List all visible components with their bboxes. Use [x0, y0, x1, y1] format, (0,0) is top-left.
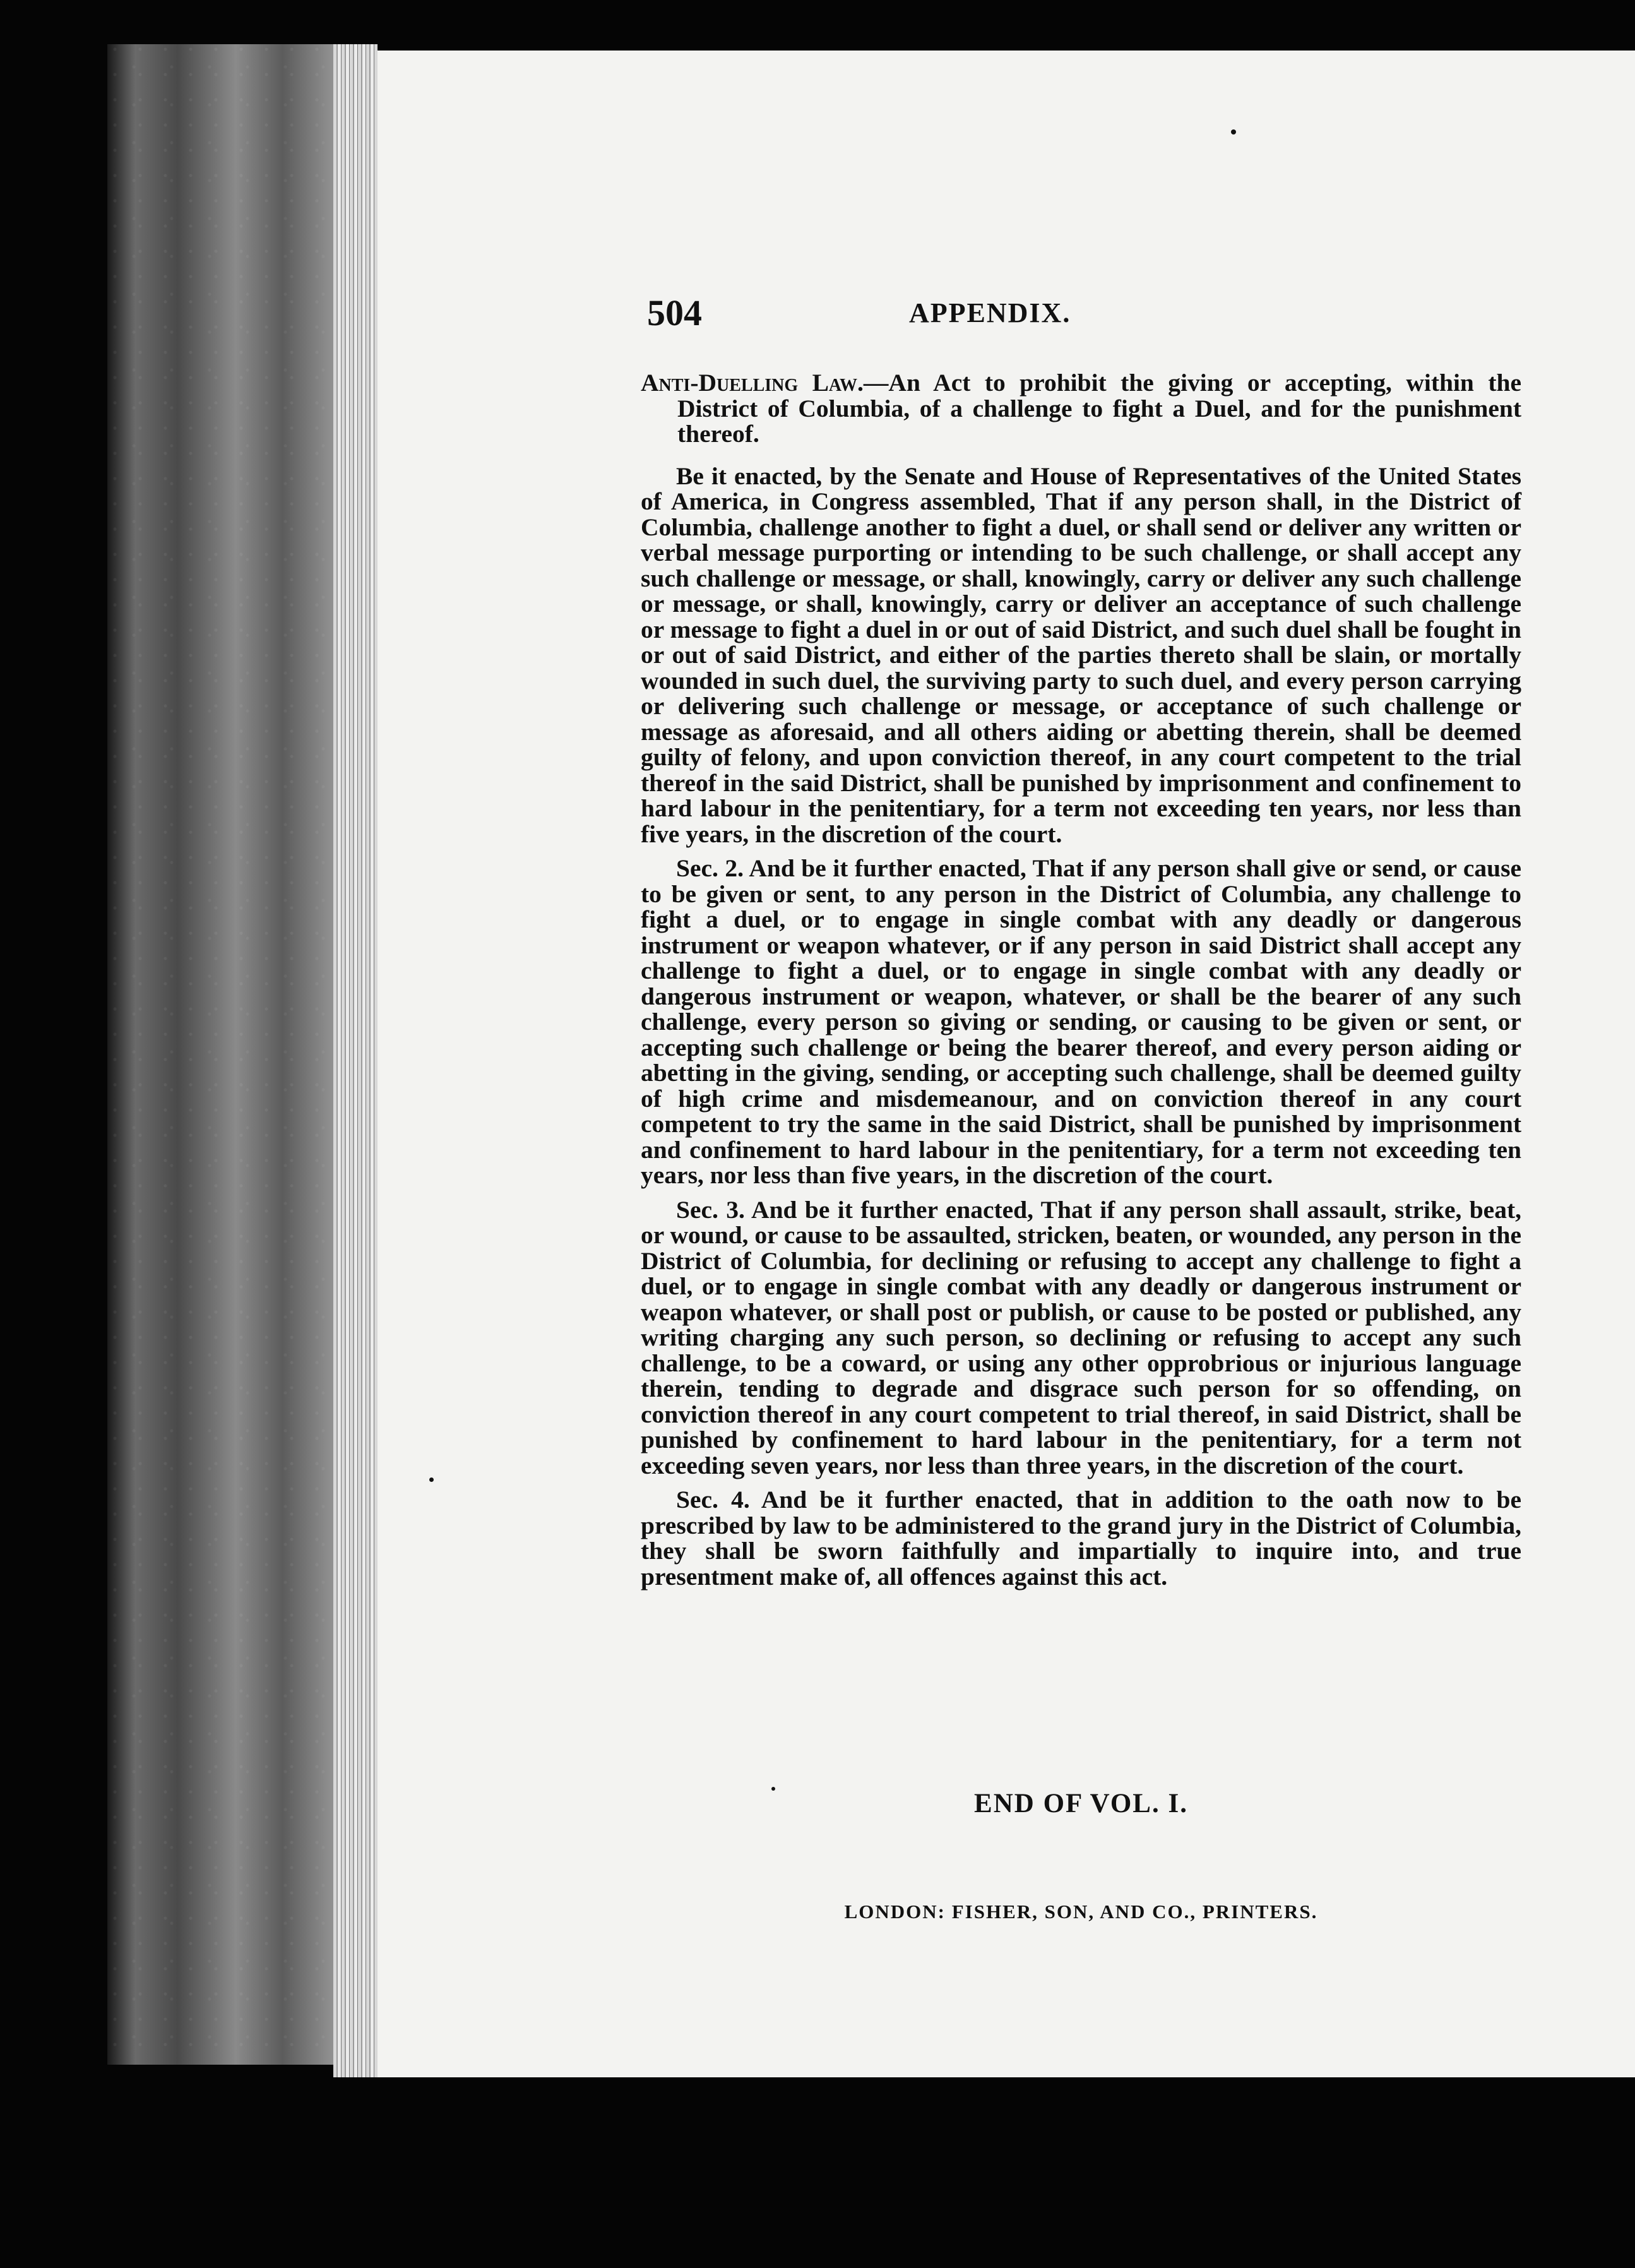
book-binding-edge	[107, 44, 341, 2065]
act-paragraph-1: Be it enacted, by the Senate and House of Representatives of the United States of America, in Congress assembled, That if any person shall, in the District of Columbia, challenge another to fight a duel, or shall send or deliver any written or verbal message purporting or intending to be such challenge, or shall accept any such challenge or message, or shall, knowingly, carry or deliver any such challenge or message, or shall, knowingly, carry or deliver an acceptance of such challenge or message to fight a duel in or out of said District, and such duel shall be fought in or out of said District, and either of the parties thereto shall be slain, or mortally wounded in such duel, the surviving party to such duel, and every person carrying or delivering such challenge or message, or acceptance of such challenge or message as aforesaid, and all others aiding or abetting therein, shall be deemed guilty of felony, and upon conviction thereof, in any court competent to the trial thereof in the said District, shall be punished by imprisonment and confinement to hard labour in the penitentiary, for a term not exceeding ten years, nor less than five years, in the discretion of the court.	[641, 462, 1521, 848]
printer-imprint: LONDON: FISHER, SON, AND CO., PRINTERS.	[844, 1901, 1318, 1923]
act-paragraph-sec-3: Sec. 3. And be it further enacted, That if any person shall assault, strike, beat, or wound, or cause to be assaulted, stricken, beaten, or wounded, any person in the District of Columbia, for declining or refusing to accept any challenge to fight a duel, or to engage in single combat with any deadly or dangerous instrument or weapon whatever, or shall post or publish, or cause to be posted or published, any writing charging any such person, so declining or refusing to accept any such challenge, to be a coward, or using any other opprobrious or injurious language therein, tending to degrade and disgrace such person for so offending, on conviction thereof in any court competent to trial thereof, in said District, shall be punished by confinement to hard labour in the penitentiary, for a term not exceeding seven years, nor less than three years, in the discretion of the court.	[641, 1195, 1521, 1479]
act-text	[641, 370, 1521, 1598]
act-paragraph-sec-4: Sec. 4. And be it further enacted, that in addition to the oath now to be prescribed by law to be administered to the grand jury in the District of Columbia, they shall be sworn faithfully and impartially to inquire into, and true presentment make of, all offences against this act.	[641, 1486, 1521, 1591]
act-heading	[641, 370, 1521, 447]
act-paragraph-sec-2: Sec. 2. And be it further enacted, That if any person shall give or send, or cause to be given or sent, to any person in the District of Columbia, any challenge to fight a duel, or to engage in single combat with any deadly or dangerous instrument or weapon whatever, or if any person in said District shall accept any challenge to fight a duel, or to engage in single combat with any deadly or dangerous instrument or weapon, whatever, or shall be the bearer of any such challenge, every person so giving or sending, or causing to be given or sent, or accepting such challenge or being the bearer thereof, and every person aiding or abetting in the giving, sending, or accepting such challenge, shall be deemed guilty of high crime and misdemeanour, and on conviction thereof in any court competent to try the same in the said District, shall be punished by imprisonment and confinement to hard labour in the penitentiary, for a term not exceeding ten years, nor less than five years, in the discretion of the court.	[641, 854, 1521, 1189]
page-stack-edges	[333, 44, 378, 2077]
scan-speck	[429, 1477, 434, 1482]
page-number: 504	[647, 292, 702, 333]
end-of-volume: END OF VOL. I.	[974, 1789, 1188, 1818]
scan-speck	[771, 1787, 775, 1791]
scan-speck	[1231, 129, 1236, 134]
act-title-smallcaps: Anti-Duelling Law.	[641, 369, 864, 397]
running-head: APPENDIX.	[909, 297, 1071, 328]
act-title-dash: —	[863, 369, 889, 397]
act-title-rest: An Act to prohibit the giving or accepting, within the District of Columbia, of a challenge to fight a Duel, and for the punishment thereof.	[677, 369, 1521, 448]
